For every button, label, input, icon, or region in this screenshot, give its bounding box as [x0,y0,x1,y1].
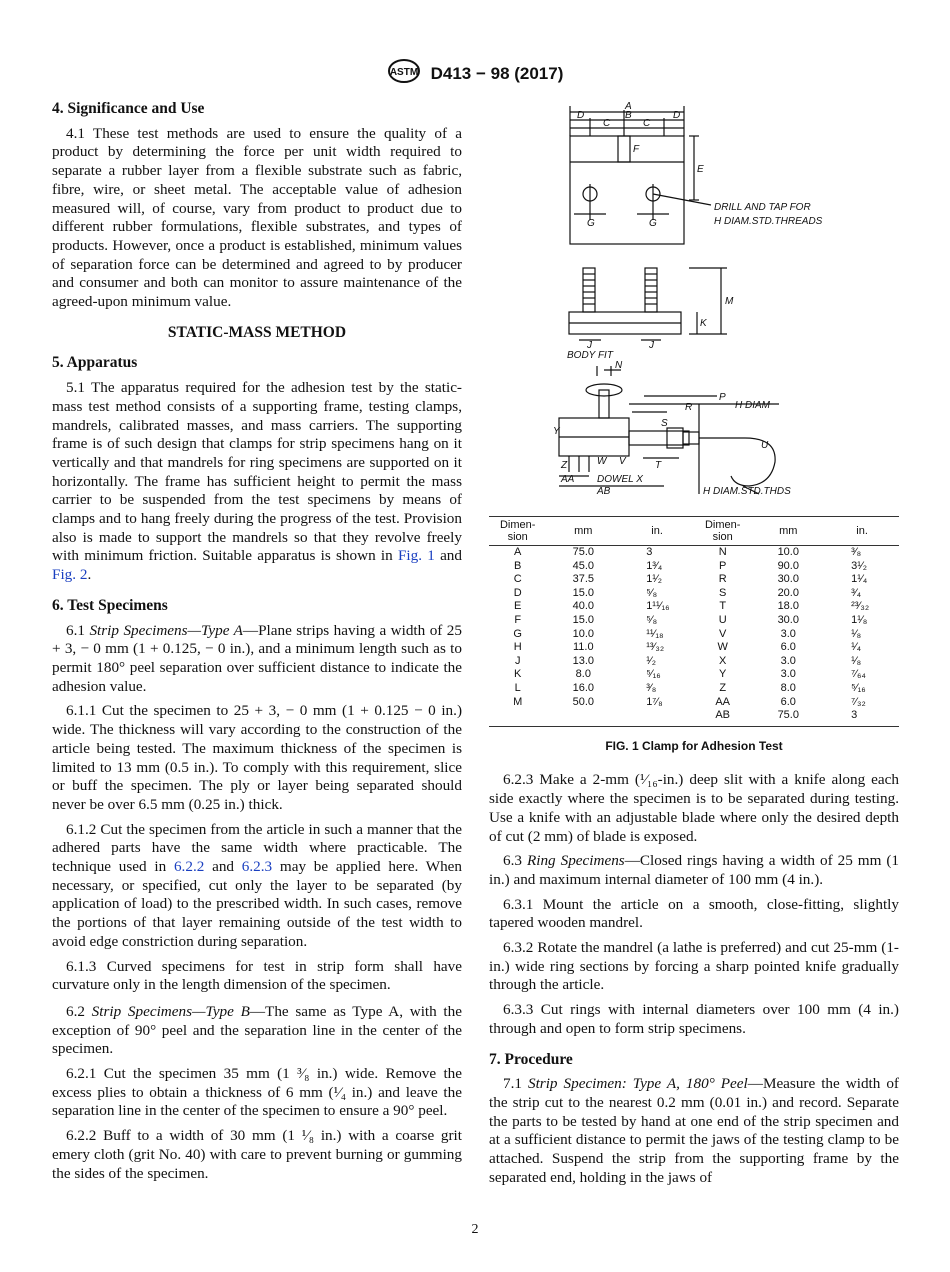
table-header: Dimen- sion [694,517,751,546]
table-row [489,709,899,726]
paragraph-6-1-num: 6.1 [66,621,90,639]
table-cell: ⁷⁄₃₂ [851,695,866,708]
clamp-diagram [549,100,849,508]
table-cell: ³⁄₈ [646,681,657,694]
table-cell: 1³⁄₄ [646,559,663,572]
paragraph-5-1-conj: and [434,547,462,565]
table-cell: 75.0 [572,546,594,558]
label-r: R [685,402,693,413]
fig-1-link[interactable]: Fig. 1 [397,547,435,565]
paragraph-6-2-num: 6.2 [66,1002,92,1020]
paragraph-6-2-3: 6.2.3 Make a 2-mm (¹⁄₁₆-in.) deep slit with a knife along each side exactly where the specimen is to be separated during testing. Use a knife with an adjustable blade where only the desired depth of cut (2 mm) of blade is exposed. [489,771,899,845]
table-cell: 3¹⁄₂ [851,559,868,572]
paragraph-6-1-1: 6.1.1 Cut the specimen to 25 + 3, − 0 mm (1 + 0.125 − 0 in.) wide. The thickness will vary according to the construction of the article being tested. The maximum thickness of the specimen is limited to 13 mm (0.5 in.). To comply with this requirement, slice or buff the specimen. The ply or layer being separated should never be over 6.5 mm (0.25 in.) thick. [52,702,462,813]
table-cell: 30.0 [777,573,799,586]
paragraph-6-1-2-text: 6.1.2 Cut the specimen from the article in such a manner that the adhered parts have the same width where practicable. The technique used in [52,820,462,876]
ref-6-2-2-link[interactable]: 6.2.2 [173,858,205,876]
label-body-fit: BODY FIT [567,350,613,361]
table-header: mm [546,517,620,546]
table-cell: 1¹⁄₂ [646,573,663,586]
paragraph-6-1-2 [52,821,462,952]
method-title: STATIC-MASS METHOD [167,323,347,341]
clamp-drawing [489,100,899,512]
table-cell: ¹⁄₈ [851,654,862,667]
table-cell: 6.0 [780,695,796,708]
table-cell: C [513,573,522,586]
table-row [489,628,899,642]
label-j-left: J [587,340,592,351]
table-cell: L [514,681,521,694]
table-cell: S [719,586,727,599]
table-cell: 13.0 [572,654,594,667]
table-cell: ¹¹⁄₁₈ [646,627,664,640]
table-cell: 30.0 [777,613,799,626]
table-cell: 6.0 [780,641,796,654]
label-aa: AA [561,474,575,485]
table-cell: ¹⁄₄ [851,641,862,654]
table-header: mm [751,517,825,546]
paragraph-6-3 [489,852,899,889]
table-header: in. [825,517,899,546]
table-row [489,668,899,682]
table-cell: 3.0 [780,654,796,667]
table-cell: 90.0 [777,559,799,572]
paragraph-6-1-2-conj: and [204,858,242,876]
table-cell: 45.0 [572,559,594,572]
label-y: Y [553,426,560,437]
paragraph-6-2-1: 6.2.1 Cut the specimen 35 mm (1 ³⁄₈ in.) wide. Remove the excess plies to obtain a thickness of 6 mm (¹⁄₄ in.) and leave the separation line in the center of the specimen to ensure a 90° peel. [52,1065,462,1120]
label-v: V [619,456,626,467]
label-t: T [655,460,662,471]
label-drill-line-2: H DIAM.STD.THREADS [714,216,823,227]
table-header-row [489,517,899,546]
table-cell: ¹³⁄₃₂ [646,641,665,654]
table-cell: 10.0 [777,546,799,558]
label-d-right: D [673,110,681,121]
table-cell: ³⁄₄ [851,586,862,599]
paragraph-6-3-num: 6.3 [503,852,527,870]
paragraph-6-1-text: —Plane strips having a width of 25 + 3, − 0 mm (1 + 0.125, − 0 in.), and a minimum length such as to permit 180° peel separation over sufficient distance to indicate the adhesion value. [52,621,462,695]
section-5-title: 5. Apparatus [52,354,138,372]
left-column [52,92,462,1189]
paragraph-6-1-3: 6.1.3 Curved specimens for test in strip form shall have curvature only in the length dimension of the specimen. [52,957,462,994]
table-cell: 1¹⁄₈ [851,613,868,626]
table-cell: B [514,559,522,572]
label-d-left: D [577,110,585,121]
paragraph-6-1 [52,622,462,697]
table-cell: 3 [825,709,899,726]
table-cell: 8.0 [575,668,591,681]
label-m: M [725,296,734,307]
table-row [489,655,899,669]
table-cell [546,709,620,726]
table-row [489,573,899,587]
astm-logo [387,58,421,89]
label-f: F [633,144,640,155]
paragraph-6-3-text: —Closed rings having a width of 25 mm (1 in.) and maximum internal diameter of 100 mm (4 in.). [489,852,899,888]
table-cell: A [514,546,522,558]
table-cell: M [513,695,523,708]
table-cell: 1⁷⁄₈ [646,695,663,708]
table-row [489,641,899,655]
label-h-diam: H DIAM [735,400,770,411]
label-a: A [625,101,632,112]
figure-caption: FIG. 1 Clamp for Adhesion Test [605,738,783,753]
table-row [489,587,899,601]
table-cell: 11.0 [572,641,594,654]
table-cell: 10.0 [572,627,594,640]
table-header: in. [620,517,694,546]
table-cell: T [719,600,727,613]
paragraph-6-3-3: 6.3.3 Cut rings with internal diameters over 100 mm (4 in.) through and open to form strip specimens. [489,1001,899,1037]
label-drill-line-1: DRILL AND TAP FOR [714,202,811,213]
paragraph-6-1-title: Strip Specimens—Type A [89,621,243,639]
table-cell: P [719,559,727,572]
table-row [489,600,899,614]
label-h-thds: H DIAM.STD.THDS [703,486,791,497]
paragraph-6-3-1: 6.3.1 Mount the article on a smooth, close-fitting, slightly tapered wooden mandrel. [489,895,899,932]
label-p: P [719,392,726,403]
paragraph-6-2-2: 6.2.2 Buff to a width of 30 mm (1 ¹⁄₈ in.) with a coarse grit emery cloth (grit No. 40) with care to prevent burning or gumming the sides of the specimen. [52,1127,462,1182]
paragraph-6-3-title: Ring Specimens [526,852,625,870]
svg-text:ASTM: ASTM [389,67,418,78]
fig-2-link[interactable]: Fig. 2 [52,566,88,584]
label-g-left: G [587,218,595,229]
label-g-right: G [649,218,657,229]
paragraph-6-3-2: 6.3.2 Rotate the mandrel (a lathe is preferred) and cut 25-mm (1-in.) wide ring sections by forcing a sharp pointed knife gradually through the article. [489,939,899,994]
table-cell: E [514,600,522,613]
paragraph-6-2-text: —The same as Type A, with the exception of 90° peel and the separation line in the center of the specimen. [52,1002,462,1058]
paragraph-4-1: 4.1 These test methods are used to ensure the quality of a product by determining the force per unit width required to separate a rubber layer from a flexible substrate such as fabric, fibre, wire, or sheet metal. The acceptable value of adhesion measured will, of course, vary from product to product due to different rubber formulations, flexible substrates, and types of products. However, once a product is established, minimum values of separation force can be determined and agreed to by producer and consumer and both can monitor to assure maintenance of the agreed-upon minimum value. [52,124,462,311]
table-cell: ⁵⁄₈ [646,613,658,626]
table-cell: 50.0 [572,695,594,708]
table-row [489,696,899,710]
label-j-right: J [649,340,654,351]
right-column [489,100,899,1193]
paragraph-5-1-text: 5.1 The apparatus required for the adhesion test by the static-mass test method consists of a supporting frame, testing clamps, mandrels, calibrated masses, and mass carriers. The supporting frame is of such design that clamps for strip specimens hang on it vertically and that mandrels for ring specimens are supported on it horizontally. The frame has sufficient height to permit the mass carrier to be suspended from the test specimens by means of clamps and to hang freely during the progress of the test. Provision also is made to support the mandrels so that they revolve freely with minimum friction. Suitable apparatus is shown in [52,379,462,565]
table-cell: H [513,641,522,654]
table-cell: Y [719,668,727,681]
table-row [489,560,899,574]
ref-6-2-3-link[interactable]: 6.2.3 [241,858,273,876]
paragraph-7-1-title: Strip Specimen: Type A, 180° Peel [527,1075,748,1093]
table-cell: Z [719,681,727,694]
table-cell: AA [715,695,731,708]
paragraph-7-1-num: 7.1 [503,1075,528,1093]
table-cell: G [513,627,522,640]
table-cell: 1¹⁄₄ [851,573,868,586]
dimension-table [489,516,899,727]
table-cell: 20.0 [777,586,799,599]
table-cell: ⁵⁄₁₆ [646,668,661,681]
table-cell: 15.0 [572,586,594,599]
table-cell: U [718,613,727,626]
label-s: S [661,418,668,429]
table-row [489,546,899,560]
section-4-title: 4. Significance and Use [52,100,205,117]
table-cell: ²³⁄₃₂ [851,600,870,613]
label-z: Z [561,460,568,471]
label-n: N [615,360,623,371]
table-cell: N [718,546,727,558]
table-cell: ⁵⁄₈ [646,586,658,599]
section-7-title: 7. Procedure [489,1050,573,1068]
table-cell: 8.0 [780,681,796,694]
table-row [489,614,899,628]
table-cell: ¹⁄₂ [646,654,656,667]
paragraph-6-2 [52,1003,462,1059]
paragraph-5-1-end: . [87,566,92,584]
table-cell: ⁷⁄₆₄ [851,668,866,681]
table-cell: D [513,586,522,599]
table-cell: R [718,573,727,586]
label-c-left: C [603,118,611,129]
table-cell: F [514,613,522,626]
paragraph-5-1 [52,379,462,585]
paragraph-6-2-title: Strip Specimens—Type B [91,1002,250,1020]
table-cell: K [514,668,522,681]
table-cell: ³⁄₈ [851,546,862,558]
table-cell: 37.5 [572,573,594,586]
table-cell: 3.0 [780,627,796,640]
table-cell: 1¹¹⁄₁₆ [646,600,670,613]
label-e: E [697,164,704,175]
paragraph-6-1-2-text-b: may be applied here. When necessary, or specified, cut only the layer to be separated (by application of load) to the prescribed width. In such cases, remove the portions of that layer remaining outside of the test width to avoid edge constriction during separation. [52,858,462,950]
label-ab: AB [597,486,611,497]
table-cell: 40.0 [572,600,594,613]
label-dowel-x: DOWEL X [597,474,643,485]
label-w: W [597,456,607,467]
table-cell: W [717,641,728,654]
label-c-right: C [643,118,651,129]
table-cell [489,709,546,726]
document-designation: D413 − 98 (2017) [430,63,564,83]
table-cell: AB [694,709,751,726]
table-cell: V [719,627,727,640]
table-cell: 3.0 [780,668,796,681]
label-b: B [625,110,632,121]
table-cell: 15.0 [572,613,594,626]
page-header [0,58,950,89]
table-cell: 16.0 [572,681,594,694]
table-cell: J [514,654,521,667]
table-body [489,546,899,727]
paragraph-7-1-text: —Measure the width of the strip cut to the nearest 0.2 mm (0.01 in.) and record. Separate the parts to be tested by hand at one end of the strip specimen and at a sufficient distance to permit the jaws of the testing clamp to be attached. Suspend the strip from the supporting frame by the separated end, holding in the jaws of [489,1075,899,1186]
table-cell: 75.0 [751,709,825,726]
table-cell: ⁵⁄₁₆ [851,681,866,694]
table-header: Dimen- sion [489,517,546,546]
page-number: 2 [471,1222,479,1237]
label-k: K [700,318,707,329]
section-6-title: 6. Test Specimens [52,596,168,614]
table-cell: 18.0 [777,600,799,613]
table-cell: X [719,654,727,667]
table-row [489,682,899,696]
table-cell: ¹⁄₈ [851,627,862,640]
table-cell [620,709,694,726]
table-cell: 3 [646,546,653,558]
label-u: U [761,440,769,451]
paragraph-7-1 [489,1075,899,1187]
